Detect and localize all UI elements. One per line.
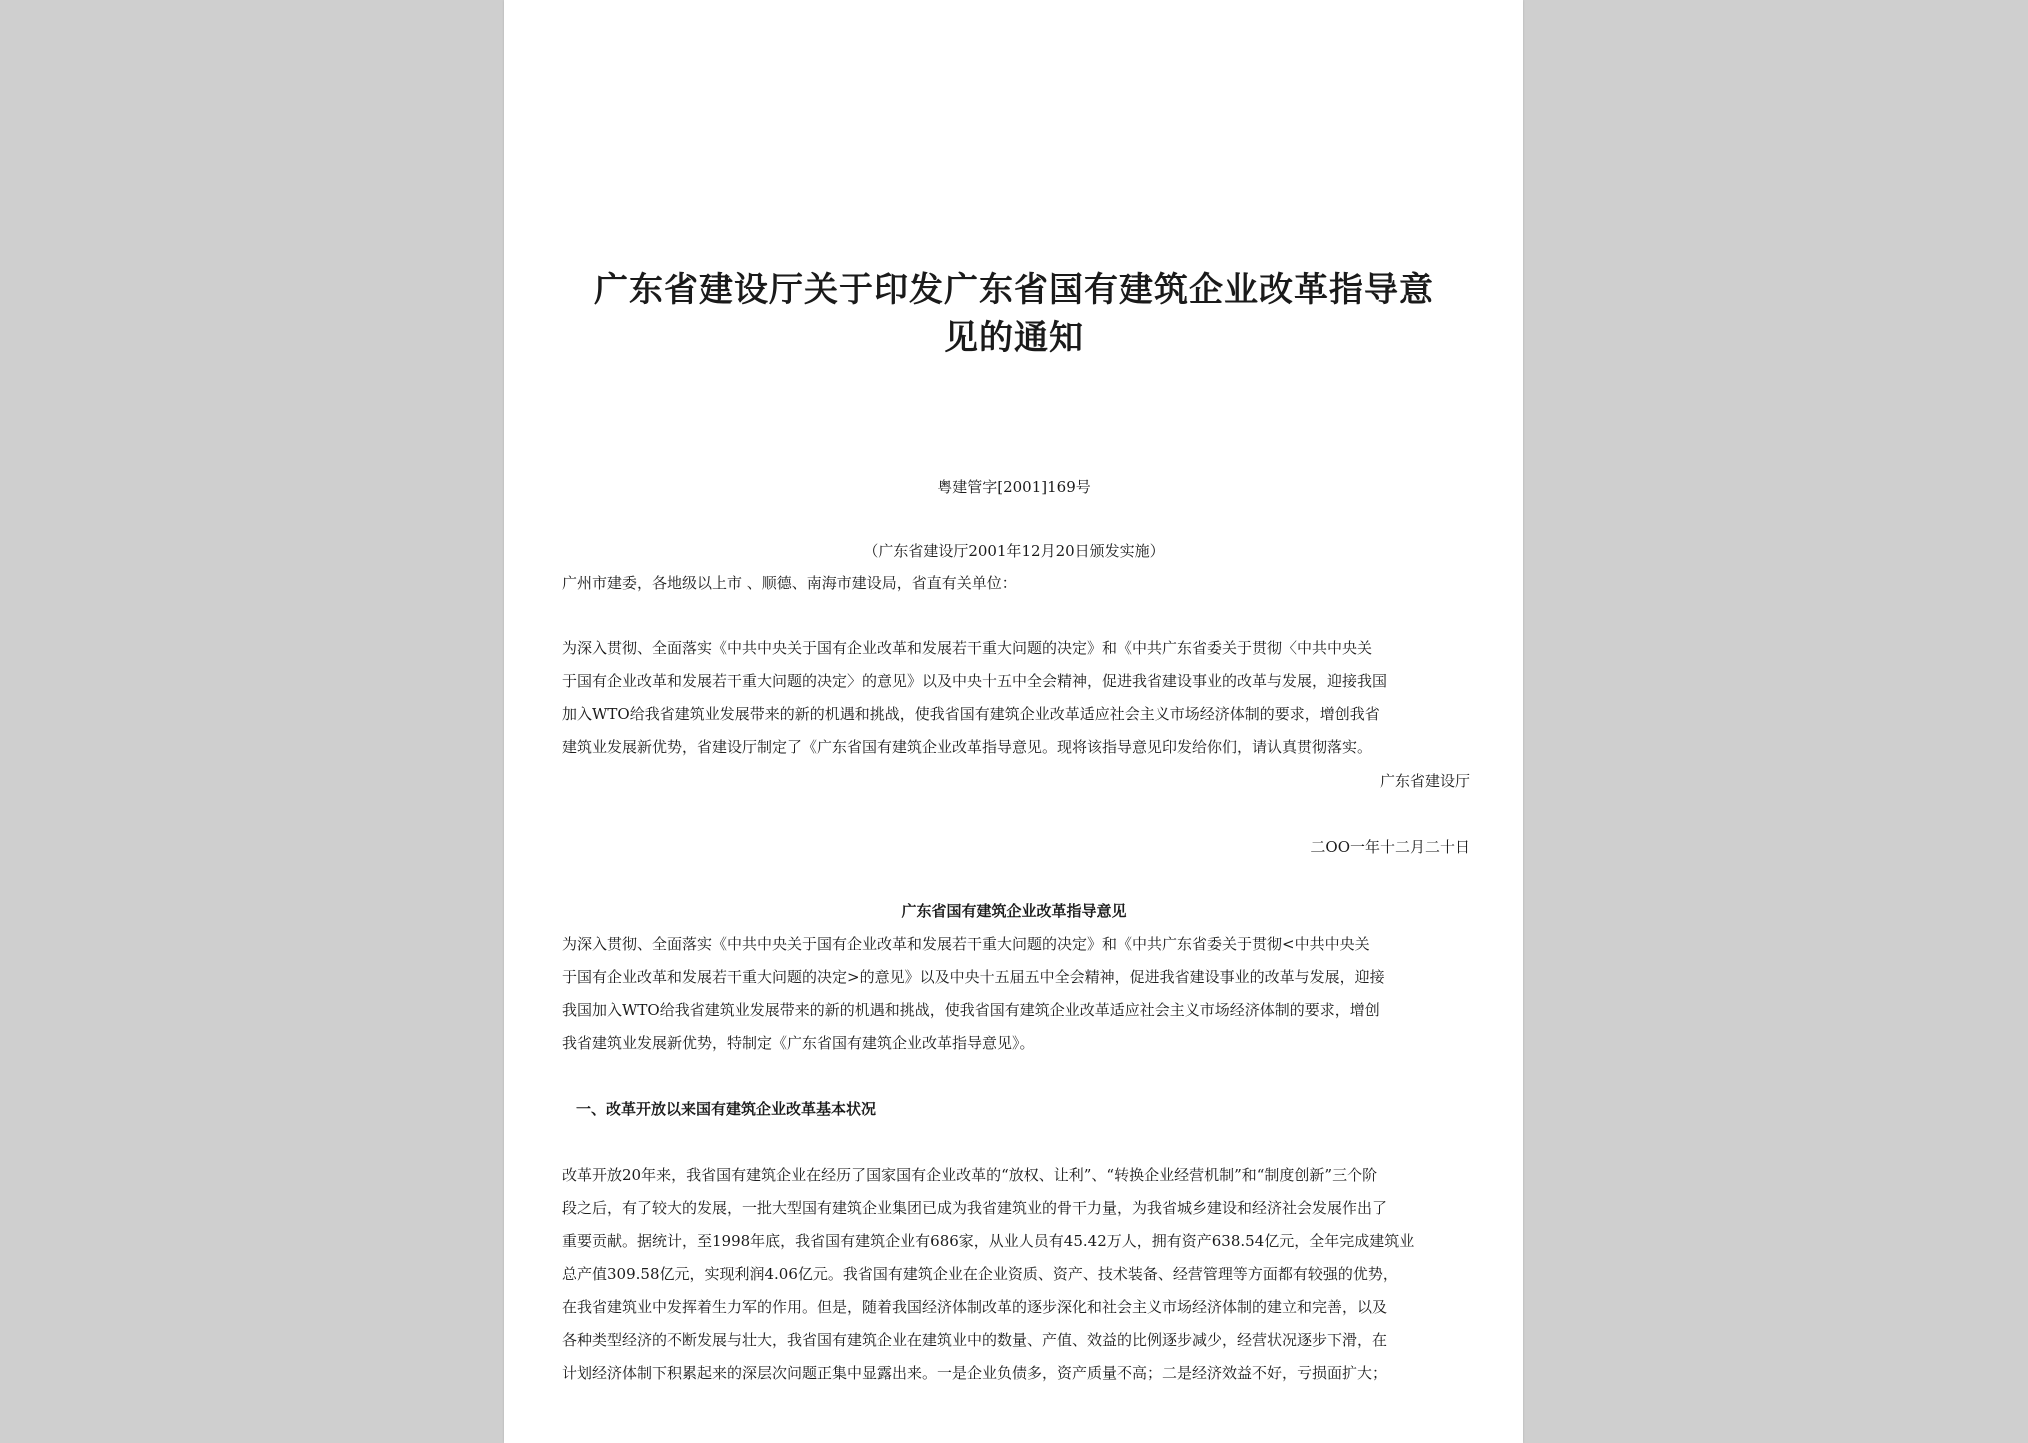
opinion-line: 于国有企业改革和发展若干重大问题的决定>的意见》以及中央十五届五中全会精神，促进我省建设事业的改革与发展，迎接 (562, 968, 1385, 986)
document-title-line-2: 见的通知 (944, 318, 1084, 358)
intro-line: 于国有企业改革和发展若干重大问题的决定〉的意见》以及中央十五中全会精神，促进我省建设事业的改革与发展，迎接我国 (562, 672, 1388, 690)
section-1-line: 重要贡献。据统计，至1998年底，我省国有建筑企业有686家，从业人员有45.42万人，拥有资产638.54亿元，全年完成建筑业 (562, 1232, 1415, 1250)
section-1-line: 总产值309.58亿元，实现利润4.06亿元。我省国有建筑企业在企业资质、资产、技术装备、经营管理等方面都有较强的优势， (562, 1265, 1398, 1283)
intro-line: 建筑业发展新优势，省建设厅制定了《广东省国有建筑企业改革指导意见。现将该指导意见印发给你们，请认真贯彻落实。 (562, 738, 1373, 756)
issued-note: （广东省建设厅2001年12月20日颁发实施） (863, 542, 1165, 560)
opinion-subtitle: 广东省国有建筑企业改革指导意见 (901, 902, 1127, 920)
signature: 广东省建设厅 (1379, 772, 1470, 790)
section-1-line: 计划经济体制下积累起来的深层次问题正集中显露出来。一是企业负债多，资产质量不高；二是经济效益不好，亏损面扩大； (562, 1364, 1388, 1382)
section-1-line: 各种类型经济的不断发展与壮大，我省国有建筑企业在建筑业中的数量、产值、效益的比例逐步减少，经营状况逐步下滑，在 (562, 1331, 1388, 1349)
opinion-line: 我国加入WTO给我省建筑业发展带来的新的机遇和挑战，使我省国有建筑企业改革适应社会主义市场经济体制的要求，增创 (562, 1001, 1380, 1019)
addressee: 广州市建委，各地级以上市 、顺德、南海市建设局，省直有关单位： (562, 574, 1017, 592)
intro-line: 加入WTO给我省建筑业发展带来的新的机遇和挑战，使我省国有建筑企业改革适应社会主义市场经济体制的要求，增创我省 (562, 705, 1380, 723)
section-1-line: 在我省建筑业中发挥着生力军的作用。但是，随着我国经济体制改革的逐步深化和社会主义市场经济体制的建立和完善，以及 (562, 1298, 1388, 1316)
document-title-line-1: 广东省建设厅关于印发广东省国有建筑企业改革指导意 (594, 270, 1434, 310)
section-1-line: 改革开放20年来，我省国有建筑企业在经历了国家国有企业改革的“放权、让利”、“转换企业经营机制”和“制度创新”三个阶 (562, 1166, 1378, 1184)
section-1-line: 段之后，有了较大的发展，一批大型国有建筑企业集团已成为我省建筑业的骨干力量，为我省城乡建设和经济社会发展作出了 (562, 1199, 1388, 1217)
document-page (504, 0, 1523, 1443)
document-number: 粤建管字[2001]169号 (937, 478, 1091, 496)
opinion-line: 我省建筑业发展新优势，特制定《广东省国有建筑企业改革指导意见》。 (562, 1034, 1035, 1052)
opinion-line: 为深入贯彻、全面落实《中共中央关于国有企业改革和发展若干重大问题的决定》和《中共广东省委关于贯彻<中共中央关 (562, 935, 1370, 953)
issue-date: 二OO一年十二月二十日 (1310, 838, 1470, 856)
section-1-heading: 一、改革开放以来国有建筑企业改革基本状况 (576, 1100, 877, 1118)
intro-line: 为深入贯彻、全面落实《中共中央关于国有企业改革和发展若干重大问题的决定》和《中共广东省委关于贯彻〈中共中央关 (562, 639, 1373, 657)
